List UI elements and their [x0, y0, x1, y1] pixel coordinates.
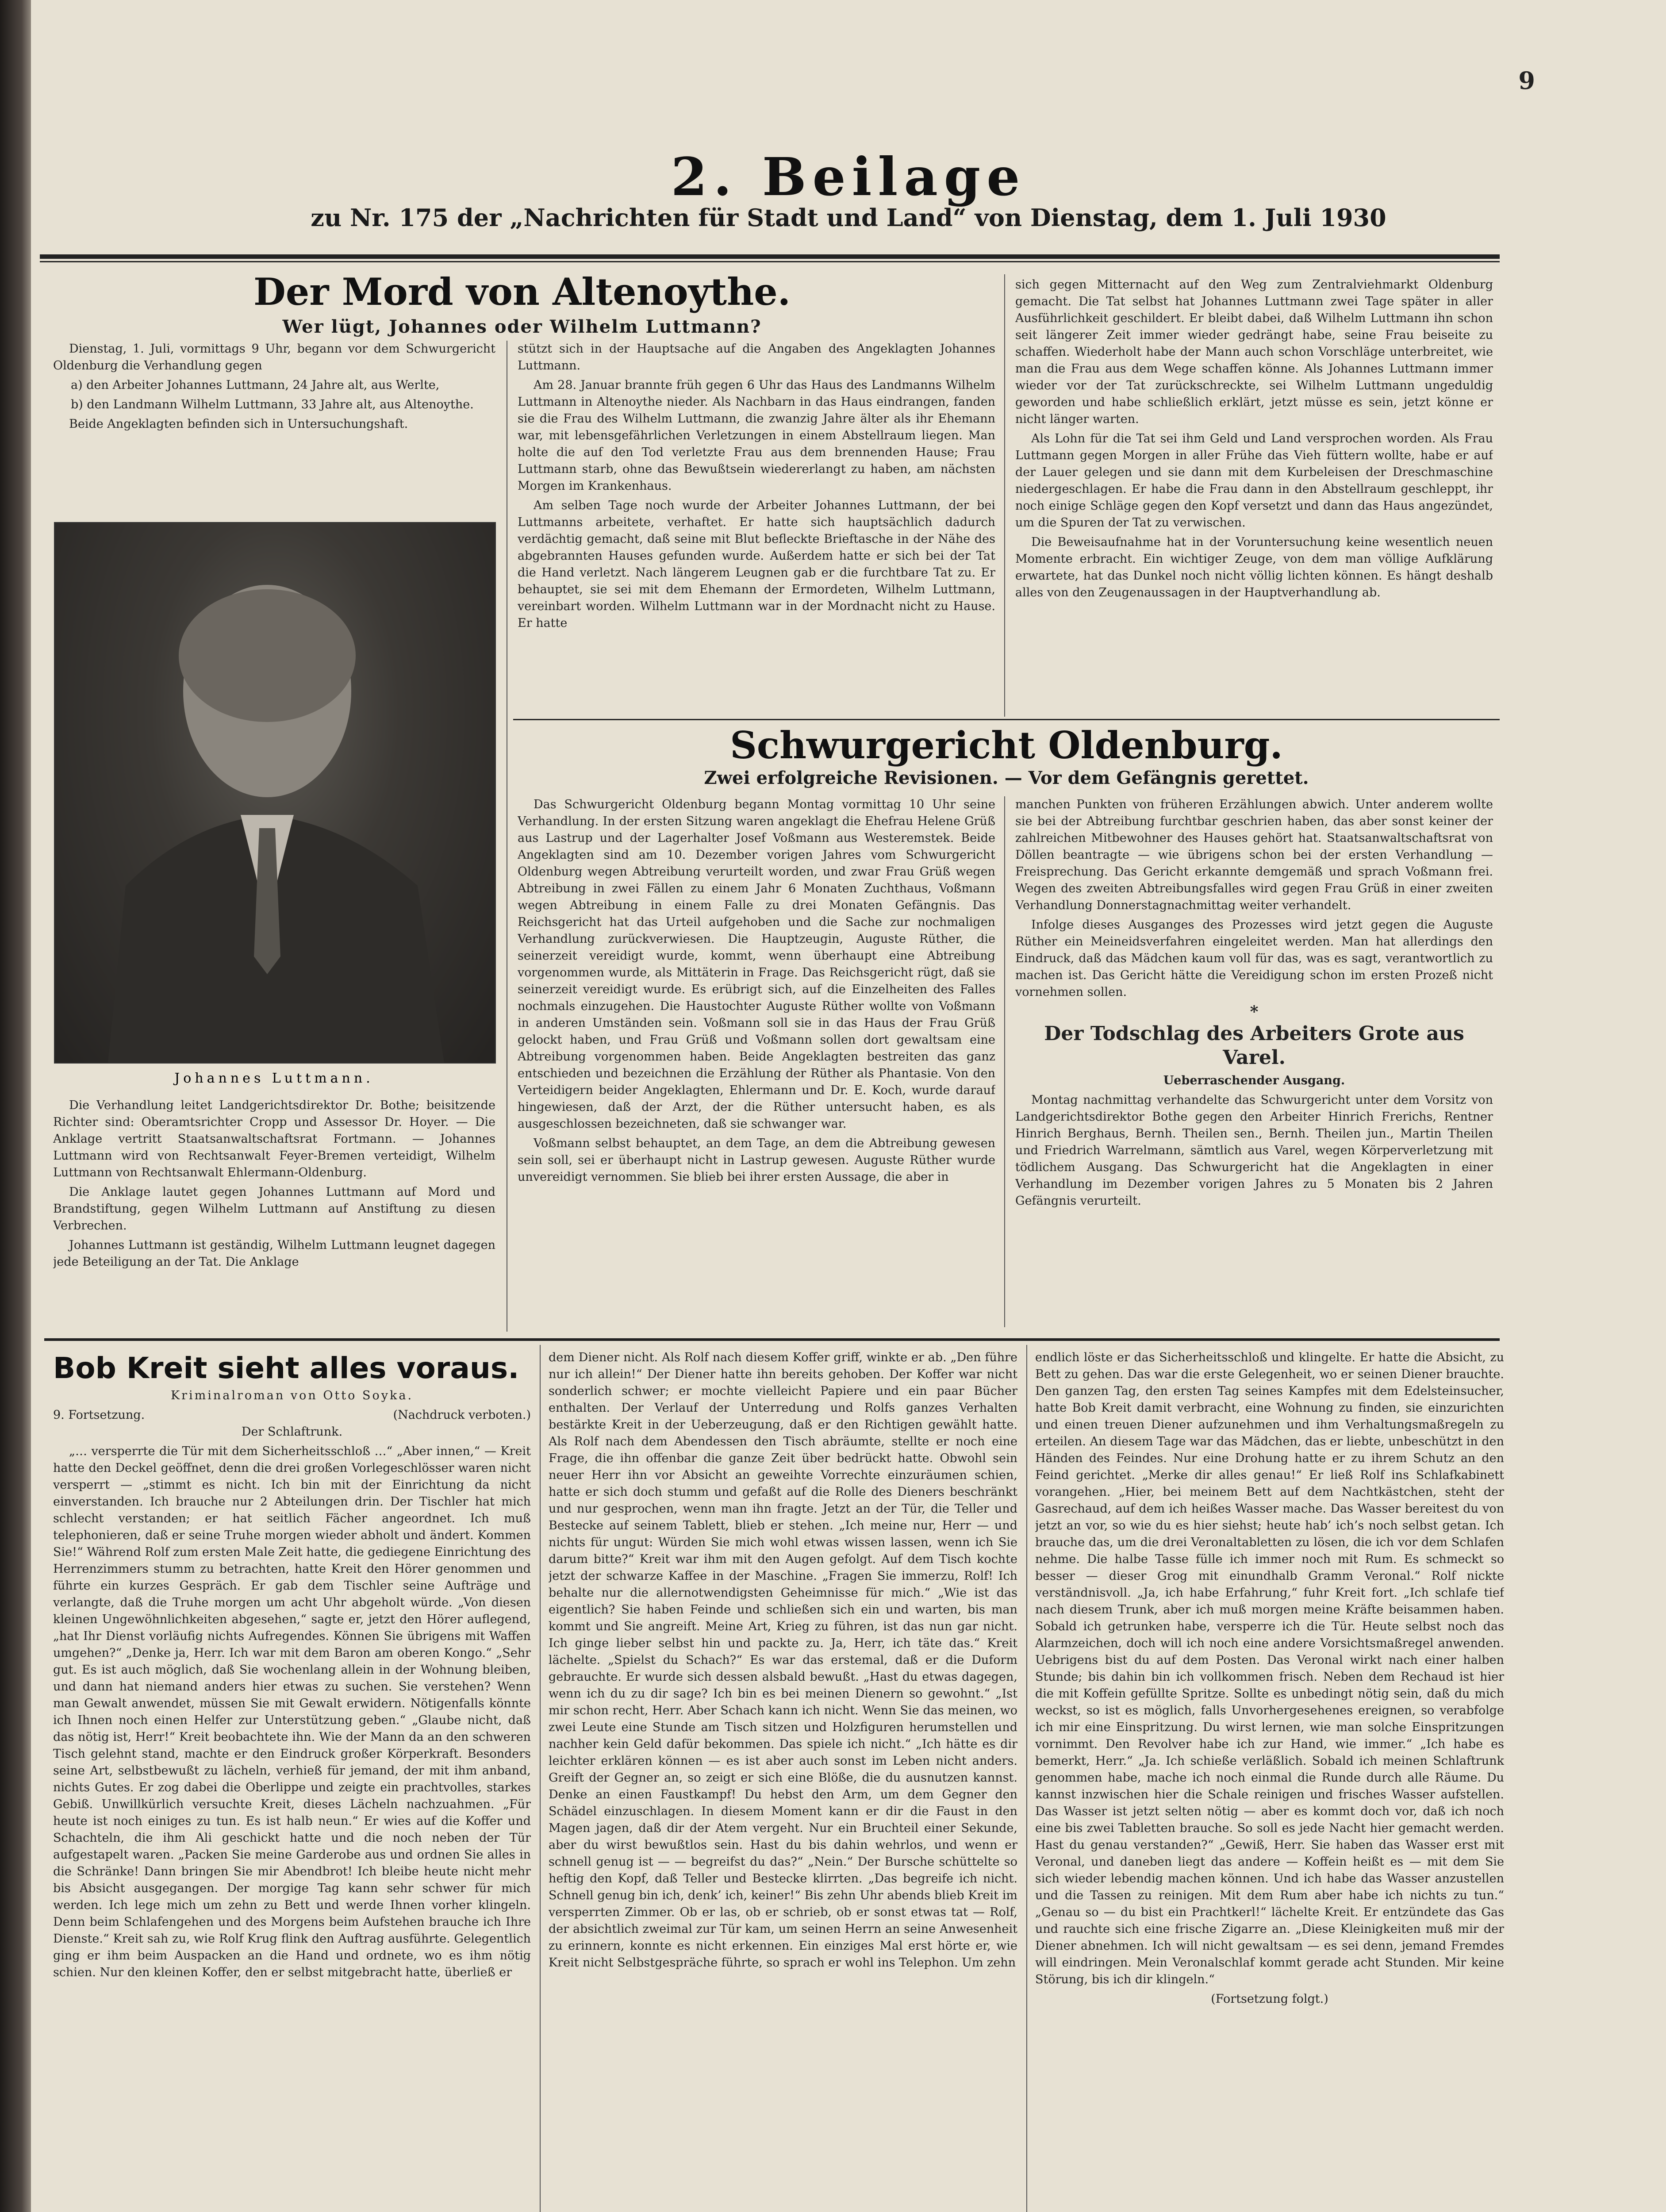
mord-col2-p2: Am 28. Januar brannte früh gegen 6 Uhr das Haus des Landmanns Wilhelm Luttmann in Altenoythe nieder. Als Nachbarn in das Haus eindrangen, fanden sie die Frau des Wilhelm Luttmann, die zwanzig Jahre älter als ihr Ehemann war, mit lebensgefährlichen Verletzungen in einem Abstellraum liegen. Man holte die auf den Tod verletzte Frau aus dem brennenden Hause; Frau Luttmann starb, ohne das Bewußtsein wiedererlangt zu haben, am nächsten Morgen im Krankenhaus.	[518, 378, 995, 493]
masthead-subtitle: zu Nr. 175 der „Nachrichten für Stadt und Land“ von Dienstag, dem 1. Juli 1930	[311, 204, 1386, 232]
todschlag-text: Montag nachmittag verhandelte das Schwurgericht unter dem Vorsitz von Landgerichtsdirektor Bothe gegen den Arbeiter Hinrich Frerichs, Rentner Hinrich Berghaus, Bernh. Theilen sen., Bernh. Theilen jun., Martin Theilen und Friedrich Warrelmann, sämtlich aus Varel, wegen Körperverletzung mit tödlichem Ausgang. Das Schwurgericht hat die Angeklagten in einer Verhandlung im Dezember vorigen Jahres zu 5 Monaten bis 2 Jahren Gefängnis verurteilt.	[1015, 1093, 1493, 1208]
serial-col1-text: „… versperrte die Tür mit dem Sicherheitsschloß …“ „Aber innen,“ — Kreit hatte den Deckel geöffnet, denn die drei großen Vorlegeschlösser waren nicht versperrt — „stimmt es nicht. Ich bin mit der Einrichtung da nicht einverstanden. Ich brauche nur 2 Abteilungen drin. Der Tischler hat mich schlecht verstanden; er hat seitlich Fächer angeordnet. Ich muß telephonieren, daß er seine Truhe morgen wieder abholt und ändert. Kommen Sie!“ Während Rolf zum ersten Male Zeit hatte, die gediegene Einrichtung des Herrenzimmers stumm zu betrachten, hatte Kreit den Hörer genommen und führte ein kurzes Gespräch. Er gab dem Tischler seine Aufträge und verlangte, daß die Truhe morgen um acht Uhr abgeholt würde. „Von diesen kleinen Ungewöhnlichkeiten abgesehen,“ sagte er, jetzt den Hörer auflegend, „hat Ihr Dienst vorläufig nichts Aufregendes. Können Sie übrigens mit Waffen umgehen?“ „Denke ja, Herr. Ich war mit dem Baron am oberen Kongo.“ „Sehr gut. Es ist auch möglich, daß Sie wochenlang allein in der Wohnung bleiben, und dann hat niemand anders hier etwas zu suchen. Sie verstehen? Wenn man Gewalt anwendet, müssen Sie mit Gewalt erwidern. Nötigenfalls könnte ich Ihnen noch einen Helfer zur Unterstützung geben.“ „Glaube nicht, daß das nötig ist, Herr!“ Kreit beobachtete ihn. Wie der Mann da an den schweren Tisch gelehnt stand, machte er den Eindruck großer Körperkraft. Besonders seine Art, selbstbewußt zu lächeln, verhieß für jemand, der mit ihm anband, nichts Gutes. Er zog dabei die Oberlippe und zeigte ein prachtvolles, starkes Gebiß. Unwillkürlich versuchte Kreit, dieses Lächeln nachzuahmen. „Für heute ist noch einiges zu tun. Es ist halb neun.“ Er wies auf die Koffer und Schachteln, die ihm Ali geschickt hatte und die noch neben der Tür aufgestapelt waren. „Packen Sie meine Garderobe aus und ordnen Sie alles in die Schränke! Dann bringen Sie mir Abendbrot! Ich bleibe heute nicht mehr bis Absicht ausgegangen. Der morgige Tag kann sehr schwer für mich werden. Ich lege mich um zehn zu Bett und werde Ihnen vorher klingeln. Denn beim Schlafengehen und des Morgens beim Aufstehen brauche ich Ihre Dienste.“ Kreit sah zu, wie Rolf Krug flink den Auftrag ausführte. Gelegentlich ging er ihm beim Auspacken an die Hand und ordnete, wo es ihm nötig schien. Nur den kleinen Koffer, den er selbst mitgebracht hatte, überließ er	[53, 1444, 531, 1979]
schwurgericht-col-1	[518, 796, 995, 1327]
mord-col2-p3: Am selben Tage noch wurde der Arbeiter Johannes Luttmann, der bei Luttmanns arbeitete, verhaftet. Er hatte sich hauptsächlich dadurch verdächtig gemacht, daß seine mit Blut befleckte Brieftasche in der Nähe des abgebrannten Hauses gefunden wurde. Außerdem hatte er sich bei der Tat die Hand verletzt. Nach längerem Leugnen gab er die furchtbare Tat zu. Er behauptet, sie sei mit dem Ehemann der Ermordeten, Wilhelm Luttmann, vereinbart worden. Wilhelm Luttmann war in der Mordnacht nicht zu Hause. Er hatte	[518, 499, 995, 630]
mord-p3: Johannes Luttmann ist geständig, Wilhelm Luttmann leugnet dagegen jede Beteiligung an der Tat. Die Anklage	[53, 1238, 495, 1269]
column-rule	[1004, 274, 1005, 717]
mord-col-1-lower	[53, 1097, 495, 1327]
mord-subheadline: Wer lügt, Johannes oder Wilhelm Luttmann?	[282, 316, 762, 337]
custody-note: Beide Angeklagten befinden sich in Untersuchungshaft.	[69, 417, 408, 431]
mord-col-3	[1015, 276, 1493, 714]
serial-installment: 9. Fortsetzung.	[53, 1408, 145, 1422]
mord-headline: Der Mord von Altenoythe.	[253, 270, 791, 314]
todschlag-headline: Der Todschlag des Arbeiters Grote aus Varel.	[1044, 1022, 1464, 1069]
column-rule	[1004, 796, 1005, 1327]
masthead-rule-thin	[40, 261, 1500, 262]
serial-col3-text: endlich löste er das Sicherheitsschloß und klingelte. Er hatte die Absicht, zu Bett zu gehen. Das war die erste Gelegenheit, wo er seinen Diener brauchte. Den ganzen Tag, den ersten Tag seines Kampfes mit dem Edelsteinsucher, hatte Bob Kreit damit verbracht, eine Wohnung zu finden, sie einzurichten und einen treuen Diener aufzunehmen und ihm Verhaltungsmaßregeln zu erteilen. An diesem Tage war das Mädchen, das er liebte, unbeschützt in den Händen des Feindes. Nur eine Drohung hatte er zu ihrem Schutz an den Feind gerichtet. „Merke dir alles genau!“ Er ließ Rolf ins Schlafkabinett vorangehen. „Hier, bei meinem Bett auf dem Nachtkästchen, steht der Gasrechaud, auf dem ich heißes Wasser mache. Das Wasser bereitest du von jetzt an vor, so wie du es hier siehst; heute hab’ ich’s noch selbst getan. Ich brauche das, um die drei Veronaltabletten zu lösen, die ich vor dem Schlafen nehme. Die halbe Tasse fülle ich immer noch mit Rum. Es schmeckt so besser — dieser Grog mit einundhalb Gramm Veronal.“ Rolf nickte verständnisvoll. „Ja, ich habe Erfahrung,“ fuhr Kreit fort. „Ich schlafe tief nach diesem Trunk, aber ich muß morgen meine Kräfte beisammen haben. Sobald ich getrunken habe, versperre ich die Tür. Heute selbst noch das Alarmzeichen, doch will ich noch eine andere Vorsichtsmaßregel anwenden. Uebrigens bist du auf dem Posten. Das Veronal wirkt nach einer halben Stunde; bis dahin bin ich vollkommen frisch. Neben dem Rechaud ist hier die mit Koffein gefüllte Spritze. Sollte es unbedingt nötig sein, daß du mich weckst, so ist es möglich, falls Unvorhergesehenes ereignen, so verabfolge ich mir eine Einspritzung. Du wirst lernen, wie man solche Einspritzungen vornimmt. Den Revolver habe ich zur Hand, wie immer.“ „Ich habe es bemerkt, Herr.“ „Ja. Ich schieße verläßlich. Sobald ich meinen Schlaftrunk genommen habe, mache ich noch einmal die Runde durch alle Räume. Du kannst inzwischen hier die Schale reinigen und frisches Wasser aufstellen. Das Wasser ist jetzt selten nötig — aber es kommt doch vor, daß ich noch eine bis zwei Tabletten brauche. So soll es jede Nacht hier gemacht werden. Hast du genau verstanden?“ „Gewiß, Herr. Sie haben das Wasser erst mit Veronal, und daneben liegt das andere — Koffein heißt es — mit dem Sie sich wieder lebendig machen können. Und ich habe das Wasser anzustellen und die Tassen zu reinigen. Mit dem Rum aber habe ich nichts zu tun.“ „Genau so — du bist ein Prachtkerl!“ lächelte Kreit. Er entzündete das Gas und rauchte sich eine frische Zigarre an. „Diese Kleinigkeiten muß mir der Diener abnehmen. Ich will nicht gewaltsam — es sei denn, jemand Fremdes will eindringen. Mein Veronalschlaf kommt gerade acht Stunden. Mir keine Störung, bis ich dir klingeln.“	[1035, 1351, 1504, 1986]
mord-p2: Die Anklage lautet gegen Johannes Luttmann auf Mord und Brandstiftung, gegen Wilhelm Luttmann auf Anstiftung zu diesen Verbrechen.	[53, 1185, 495, 1233]
serial-col-2	[549, 1349, 1017, 2212]
serial-col-1	[53, 1349, 531, 2212]
mord-col2-p1: stützt sich in der Hauptsache auf die Angaben des Angeklagten Johannes Luttmann.	[518, 342, 995, 373]
serial-col-3	[1035, 1349, 1504, 2212]
defendant-a: a) den Arbeiter Johannes Luttmann, 24 Jahre alt, aus Werlte,	[71, 378, 440, 392]
schwurgericht-subheadline: Zwei erfolgreiche Revisionen. — Vor dem Gefängnis gerettet.	[704, 768, 1309, 788]
schwurgericht-col2-p2: Infolge dieses Ausganges des Prozesses wird jetzt gegen die Auguste Rüther ein Meineidsverfahren eingeleitet werden. Man hat allerdings den Eindruck, daß das Mädchen kaum voll für das, was es sagt, verantwortlich zu machen ist. Das Gericht hätte die Vereidigung schon im ersten Prozeß nicht vornehmen sollen.	[1015, 918, 1493, 999]
serial-chapter: Der Schlaftrunk.	[241, 1425, 343, 1439]
portrait-figure	[55, 523, 495, 1063]
masthead-rule	[40, 254, 1500, 259]
column-rule	[540, 1345, 541, 2212]
mord-intro: Dienstag, 1. Juli, vormittags 9 Uhr, begann vor dem Schwurgericht Oldenburg die Verhandlung gegen	[53, 342, 495, 373]
section-rule	[44, 1338, 1500, 1341]
schwurgericht-headline: Schwurgericht Oldenburg.	[730, 723, 1283, 767]
section-star: *	[1250, 1002, 1259, 1021]
defendant-b: b) den Landmann Wilhelm Luttmann, 33 Jahre alt, aus Altenoythe.	[71, 398, 474, 411]
mord-col3-p1: sich gegen Mitternacht auf den Weg zum Zentralviehmarkt Oldenburg gemacht. Die Tat selbst hat Johannes Luttmann zwei Tage später in aller Ausführlichkeit geschildert. Er bleibt dabei, daß Wilhelm Luttmann ihn schon seit längerer Zeit immer wieder gedrängt habe, seine Frau beiseite zu schaffen. Wiederholt habe der Mann auch schon Vorschläge unterbreitet, wie man die Frau aus dem Wege schaffen könne. Als Johannes Luttmann immer wieder vor der Tat zurückschreckte, sei Wilhelm Luttmann ungeduldig geworden und habe schließlich erklärt, jetzt müsse es sein, jetzt könne er nicht länger warten.	[1015, 278, 1493, 426]
mord-col3-p2: Als Lohn für die Tat sei ihm Geld und Land versprochen worden. Als Frau Luttmann gegen Morgen in aller Frühe das Vieh füttern wollte, habe er auf der Lauer gelegen und sie dann mit dem Kurbeleisen der Dreschmaschine niedergeschlagen. Er habe die Frau dann in den Abstellraum geschleppt, ihr noch einige Schläge gegen den Kopf versetzt und dann das Haus angezündet, um die Spuren der Tat zu verwischen.	[1015, 432, 1493, 530]
photo-caption: Johannes Luttmann.	[174, 1071, 374, 1086]
serial-headline: Bob Kreit sieht alles voraus.	[53, 1351, 519, 1385]
todschlag-subheadline: Ueberraschender Ausgang.	[1163, 1074, 1345, 1087]
newspaper-page	[31, 0, 1666, 2212]
schwurgericht-col1-p2: Voßmann selbst behauptet, an dem Tage, an dem die Abtreibung gewesen sein soll, sei er überhaupt nicht in Lastrup gewesen. Auguste Rüther wurde unvereidigt vernommen. Sie blieb bei ihrer ersten Aussage, die aber in	[518, 1137, 995, 1184]
masthead-title: 2. Beilage	[671, 146, 1026, 207]
portrait-photo	[54, 522, 496, 1064]
mord-col-2	[518, 341, 995, 712]
schwurgericht-col-2	[1015, 796, 1493, 1327]
column-rule	[1026, 1345, 1027, 2212]
serial-continued: (Fortsetzung folgt.)	[1211, 1992, 1328, 2006]
mord-p1: Die Verhandlung leitet Landgerichtsdirektor Dr. Bothe; beisitzende Richter sind: Oberamtsrichter Cropp und Assessor Dr. Hoyer. — Die Anklage vertritt Staatsanwaltschaftsrat Fortmann. — Johannes Luttmann wird von Rechtsanwalt Feyer-Bremen verteidigt, Wilhelm Luttmann von Rechtsanwalt Ehlermann-Oldenburg.	[53, 1098, 495, 1179]
serial-byline: Kriminalroman von Otto Soyka.	[170, 1389, 414, 1402]
mord-col3-p3: Die Beweisaufnahme hat in der Voruntersuchung keine wesentlich neuen Momente erbracht. Ein wichtiger Zeuge, von dem man völlige Aufklärung erwartete, hat das Dunkel noch nicht völlig lichten können. Es hängt deshalb alles von den Zeugenaussagen in der Hauptverhandlung ab.	[1015, 535, 1493, 599]
page-number: 9	[1518, 66, 1535, 95]
book-spine-shadow	[0, 0, 31, 2212]
schwurgericht-col2-p1: manchen Punkten von früheren Erzählungen abwich. Unter anderem wollte sie bei der Abtreibung furchtbar geschrien haben, das aber sonst keiner der zahlreichen Mitbewohner des Hauses gehört hat. Staatsanwaltschaftsrat von Döllen beantragte — wie übrigens schon bei der ersten Verhandlung — Freisprechung. Das Gericht erkannte demgemäß und sprach Voßmann frei. Wegen des zweiten Abtreibungsfalles wird gegen Frau Grüß in einer zweiten Verhandlung Donnerstagnachmittag weiter verhandelt.	[1015, 798, 1493, 912]
serial-rights: (Nachdruck verboten.)	[393, 1408, 531, 1422]
schwurgericht-col1-p1: Das Schwurgericht Oldenburg begann Montag vormittag 10 Uhr seine Verhandlung. In der ersten Sitzung waren angeklagt die Ehefrau Helene Grüß aus Lastrup und der Lagerhalter Josef Voßmann aus Westeremstek. Beide Angeklagten sind am 10. Dezember vorigen Jahres vom Schwurgericht Oldenburg wegen Abtreibung verurteilt worden, und zwar Frau Grüß wegen Abtreibung in zwei Fällen zu einem Jahr 6 Monaten Zuchthaus, Voßmann wegen Abtreibung in einem Falle zu drei Monaten Gefängnis. Das Reichsgericht hat das Urteil aufgehoben und die Sache zur nochmaligen Verhandlung zurückverwiesen. Die Hauptzeugin, Auguste Rüther, die seinerzeit vereidigt wurde, kommt, wenn überhaupt eine Abtreibung vorgenommen wurde, als Mittäterin in Frage. Das Reichsgericht rügt, daß sie seinerzeit vereidigt wurde. Es erübrigt sich, auf die Einzelheiten des Falles nochmals einzugehen. Die Haustochter Auguste Rüther wollte von Voßmann in anderen Umständen sein. Voßmann soll sie in das Haus der Frau Grüß gelockt haben, und Frau Grüß und Voßmann sollen dort gewaltsam eine Abtreibung vorgenommen haben. Beide Angeklagten bestreiten das ganz entschieden und bezeichnen die Erzählung der Rüther als Phantasie. Von den Verteidigern beider Angeklagten, Ehlermann und Dr. E. Koch, wurde darauf hingewiesen, daß der Arzt, der die Rüther untersucht haben, es als ausgeschlossen bezeichneten, daß sie schwanger war.	[518, 798, 995, 1131]
section-rule	[513, 719, 1500, 720]
serial-col2-text: dem Diener nicht. Als Rolf nach diesem Koffer griff, winkte er ab. „Den führe nur ich allein!“ Der Diener hatte ihn bereits gehoben. Der Koffer war nicht sonderlich schwer; er mochte vielleicht Papiere und ein paar Bücher enthalten. Der Verlauf der Unterredung und Rolfs ganzes Verhalten bestärkte Kreit in der Ueberzeugung, daß er den Richtigen gewählt hatte. Als Rolf nach dem Abendessen den Tisch abräumte, stellte er noch eine Frage, die ihn offenbar die ganze Zeit über bedrückt hatte. Obwohl sein neuer Herr ihn vor Absicht an geweihte Vorrechte einzuräumen schien, hatte er sich doch stumm und gefaßt auf die Rolle des Dieners beschränkt und nur gesprochen, wenn man ihn fragte. Jetzt an der Tür, die Teller und Bestecke auf seinem Tablett, blieb er stehen. „Ich meine nur, Herr — und nichts für ungut: Würden Sie mich wohl etwas wissen lassen, wenn ich Sie darum bitte?“ Kreit war ihm mit den Augen gefolgt. Auf dem Tisch kochte jetzt der schwarze Kaffee in der Maschine. „Fragen Sie immerzu, Rolf! Ich behalte nur die allernotwendigsten Geheimnisse für mich.“ „Wie ist das eigentlich? Sie haben Feinde und schließen sich ein und warten, bis man kommt und Sie angreift. Meine Art, Krieg zu führen, ist das nun gar nicht. Ich ginge lieber selbst hin und packte zu. Ja, Herr, ich täte das.“ Kreit lächelte. „Spielst du Schach?“ Es war das erstemal, daß er die Duform gebrauchte. Er wurde sich dessen alsbald bewußt. „Hast du etwas dagegen, wenn ich du zu dir sage? Ich bin es bei meinen Dienern so gewohnt.“ „Ist mir schon recht, Herr. Aber Schach kann ich nicht. Wenn Sie das meinen, wo zwei Leute eine Stunde am Tisch sitzen und Holzfiguren herumstellen und nachher kein Geld dafür bekommen. Das spiele ich nicht.“ „Ich hätte es dir leichter erklären können — es ist aber auch sonst im Leben nicht anders. Greift der Gegner an, so zeigt er sich eine Blöße, die du ausnutzen kannst. Denke an einen Faustkampf! Du hebst den Arm, um dem Gegner den Schädel einzuschlagen. In diesem Moment kann er dir die Faust in den Magen jagen, daß dir der Atem vergeht. Nur ein Bruchteil einer Sekunde, aber du wirst bewußtlos sein. Hast du bis dahin wehrlos, und wenn er schnell genug ist — — begreifst du das?“ „Nein.“ Der Bursche schüttelte so heftig den Kopf, daß Teller und Bestecke klirrten. „Das begreife ich nicht. Schnell genug bin ich, denk’ ich, keiner!“ Bis zehn Uhr abends blieb Kreit im versperrten Zimmer. Ob er las, ob er schrieb, ob er sonst etwas tat — Rolf, der absichtlich zweimal zur Tür kam, um seinen Herrn an seine Anwesenheit zu erinnern, konnte es nicht erkennen. Ein einziges Mal erst hörte er, wie Kreit nicht Selbstgespräche führte, so sprach er wohl ins Telephon. Um zehn	[549, 1351, 1017, 1970]
